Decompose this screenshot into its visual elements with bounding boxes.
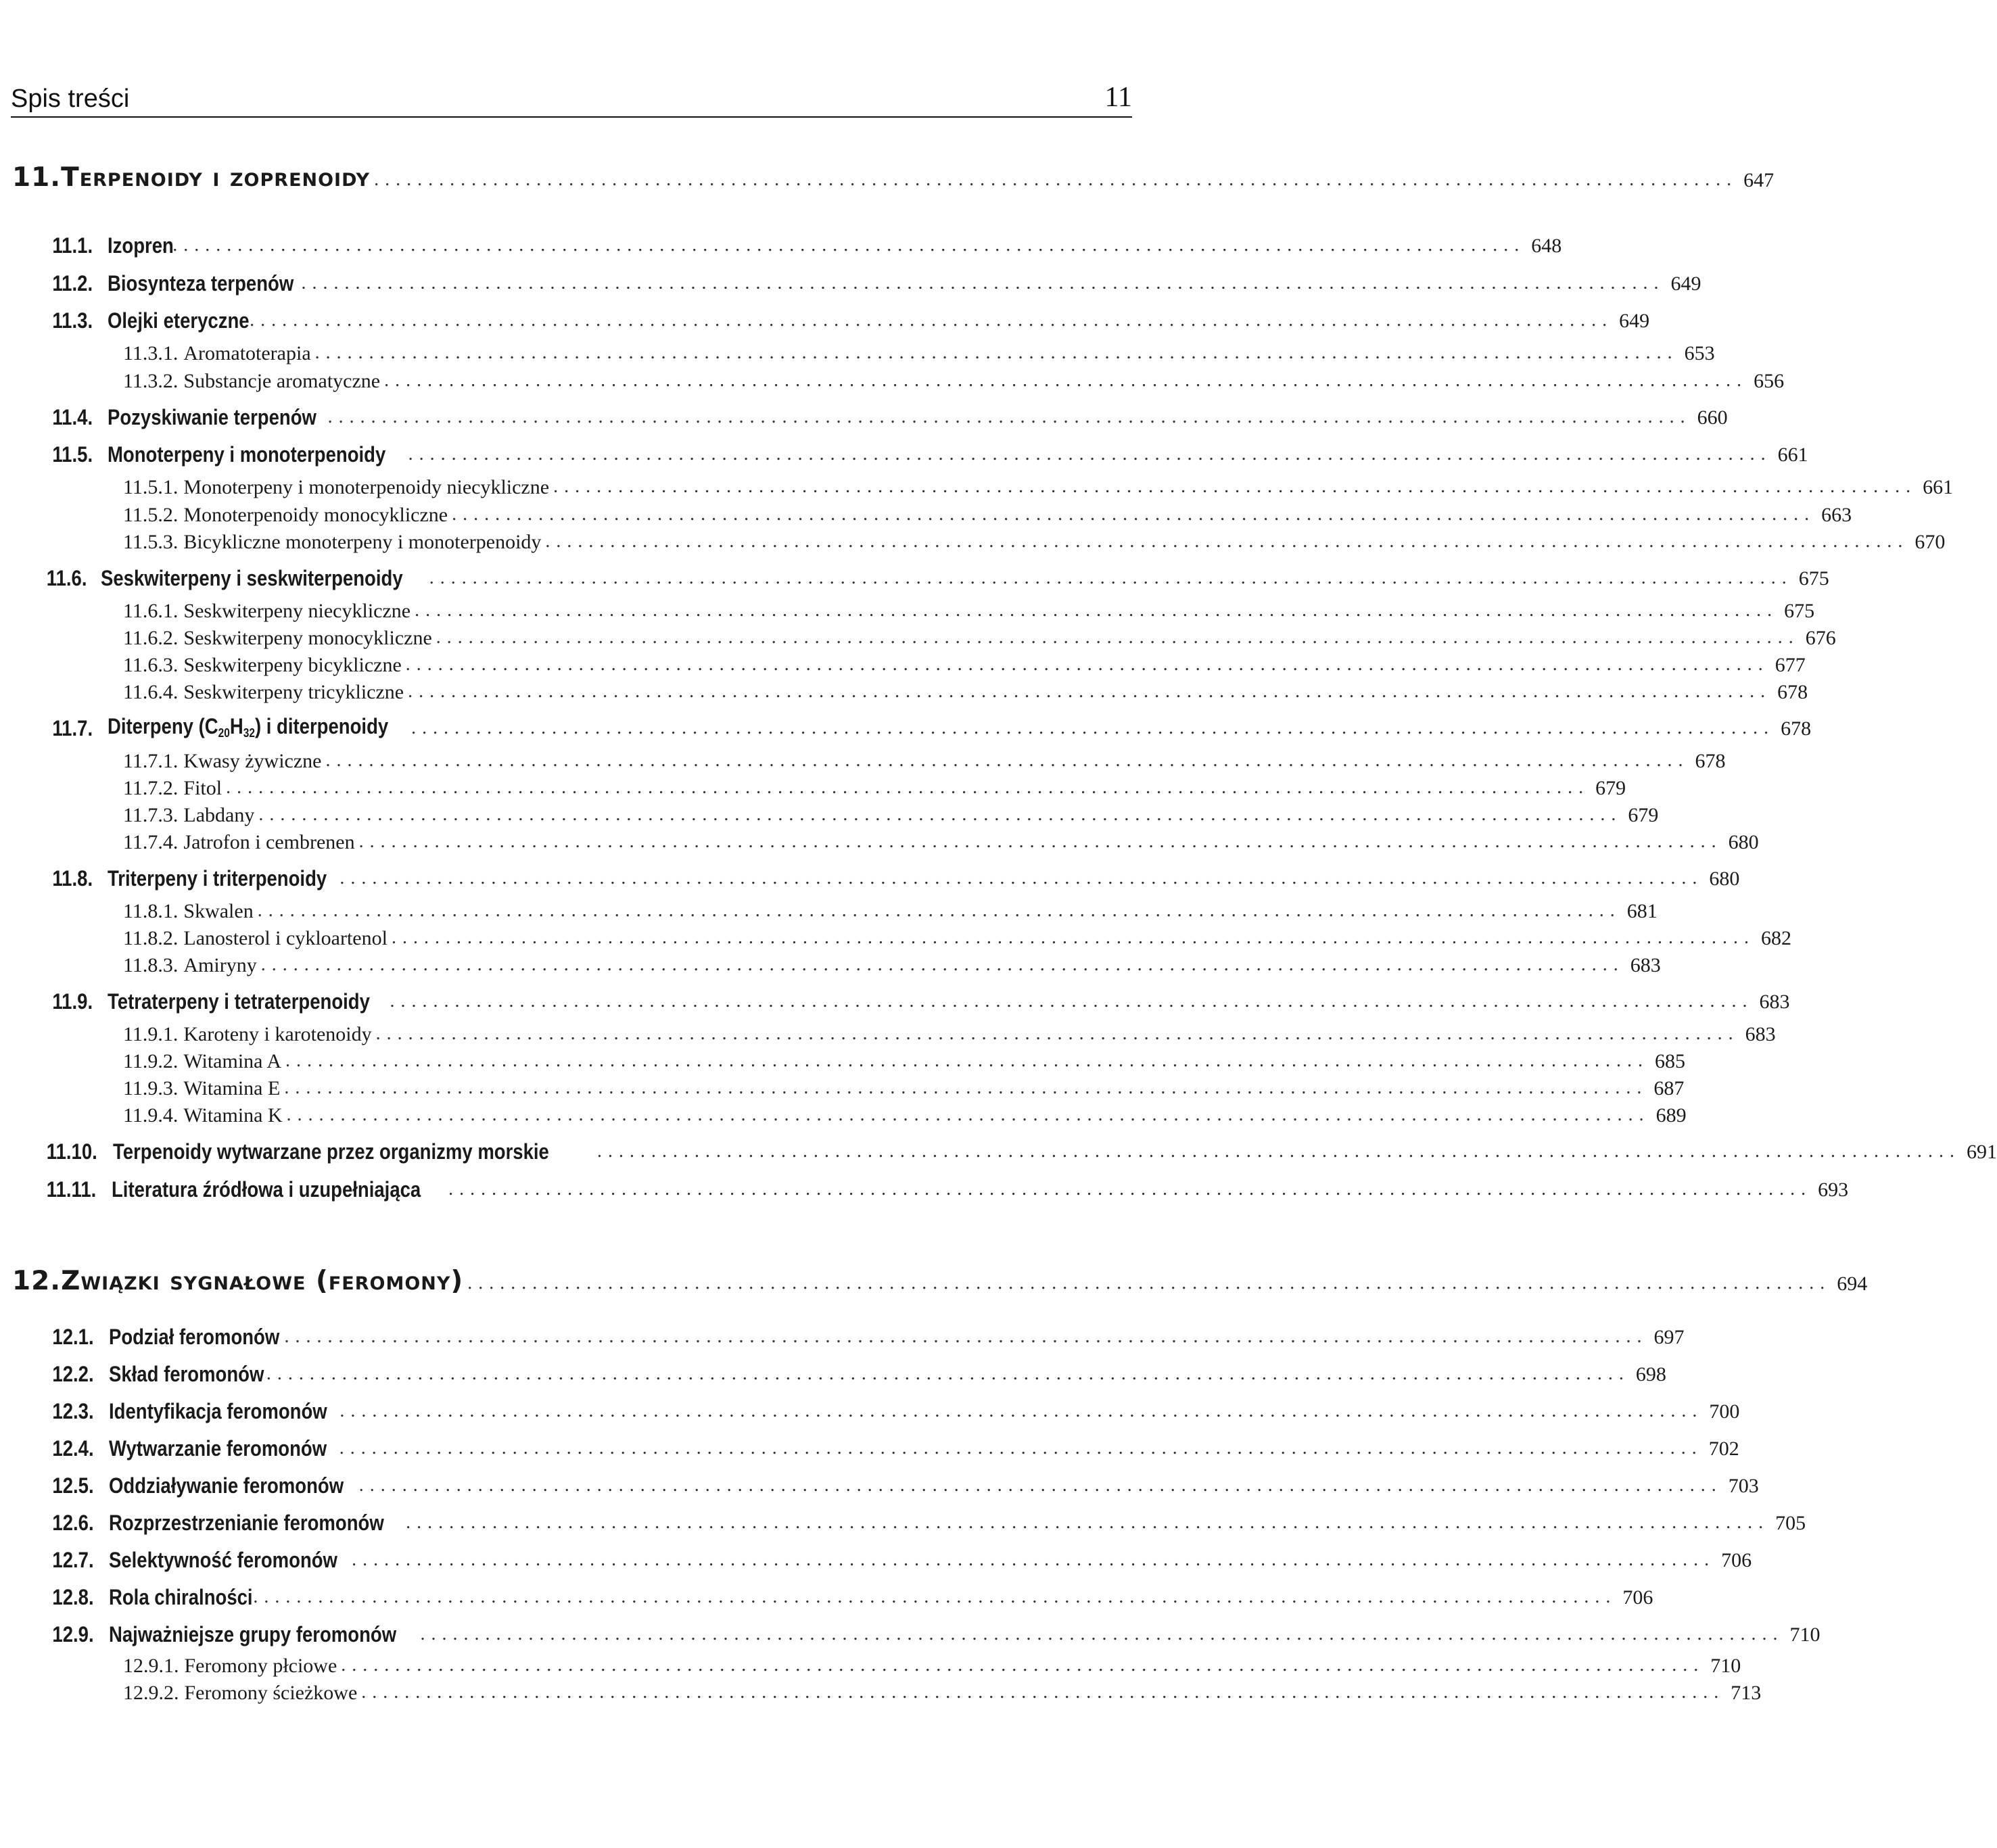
toc-section-12-5[interactable] <box>0 1464 1759 1498</box>
toc-section-12-2[interactable] <box>0 1352 1666 1386</box>
dot-leader: .............................................................................................................................. <box>374 169 1738 190</box>
toc-page-number: 693 <box>1818 1179 1849 1201</box>
dot-leader: .............................................................................................................................. <box>553 476 1917 497</box>
dot-leader: .............................................................................................................................. <box>260 954 1624 975</box>
dot-leader: .............................................................................................................................. <box>467 1273 1831 1294</box>
toc-section-11-7[interactable] <box>0 707 1812 740</box>
toc-section-11-4[interactable] <box>0 396 1728 429</box>
toc-number: 12.9.1. <box>123 1655 179 1677</box>
toc-page-number: 694 <box>1837 1273 1868 1295</box>
toc-page-number: 685 <box>1655 1050 1685 1072</box>
toc-number: 11.5.2. <box>123 504 179 526</box>
toc-title: Witamina E <box>183 1077 281 1099</box>
toc-title: Seskwiterpeny monocykliczne <box>183 627 432 649</box>
toc-title: Wytwarzanie feromonów <box>109 1436 327 1461</box>
running-header-page-number: 11 <box>1104 82 1132 113</box>
toc-section-11-9[interactable] <box>0 980 1790 1014</box>
toc-chapter-12[interactable] <box>0 1254 1868 1296</box>
toc-title: Monoterpenoidy monocykliczne <box>183 504 448 526</box>
toc-number: 12.7. <box>52 1548 94 1572</box>
dot-leader: .............................................................................................................................. <box>358 831 1722 852</box>
toc-page-number: 683 <box>1759 991 1790 1013</box>
dot-leader: .............................................................................................................................. <box>406 1512 1770 1533</box>
dot-leader: .............................................................................................................................. <box>390 991 1754 1012</box>
dot-leader: .............................................................................................................................. <box>405 654 1769 675</box>
dot-leader: .............................................................................................................................. <box>415 600 1779 621</box>
toc-number: 11.9.3. <box>123 1077 179 1099</box>
toc-page-number: 705 <box>1775 1512 1806 1534</box>
toc-number: 11.6.1. <box>123 600 179 622</box>
toc-section-11-8[interactable] <box>0 857 1740 891</box>
toc-page-number: 697 <box>1653 1326 1685 1348</box>
toc-title: Lanosterol i cykloartenol <box>183 927 387 949</box>
dot-leader: .............................................................................................................................. <box>257 900 1621 921</box>
toc-page-number: 648 <box>1531 235 1562 257</box>
toc-title: Tetraterpeny i tetraterpenoidy <box>108 989 371 1014</box>
toc-page-number: 710 <box>1789 1624 1820 1646</box>
dot-leader: .............................................................................................................................. <box>162 235 1526 256</box>
toc-number: 11.5.3. <box>123 531 179 553</box>
toc-page-number: 661 <box>1923 476 1954 498</box>
toc-number: 11.3. <box>52 308 93 333</box>
toc-title <box>108 715 392 739</box>
toc-title: Bicykliczne monoterpeny i monoterpenoidy <box>183 531 542 553</box>
toc-page-number: 678 <box>1781 717 1812 740</box>
toc-section-12-3[interactable] <box>0 1390 1740 1423</box>
dot-leader: .............................................................................................................................. <box>286 1104 1650 1125</box>
toc-title: Seskwiterpeny bicykliczne <box>183 654 402 676</box>
toc-number: 11.6. <box>46 566 87 590</box>
toc-title: Pozyskiwanie terpenów <box>108 405 317 429</box>
toc-title: Oddziaływanie feromonów <box>109 1473 344 1498</box>
toc-page-number: 649 <box>1670 273 1701 295</box>
toc-title: Podział feromonów <box>109 1325 280 1349</box>
toc-subsection-11-9-4[interactable] <box>0 1093 1687 1127</box>
toc-title: Skład feromonów <box>109 1362 264 1386</box>
toc-page-number: 689 <box>1655 1104 1687 1127</box>
dot-leader: .............................................................................................................................. <box>341 1655 1705 1676</box>
toc-title: Identyfikacja feromonów <box>109 1399 327 1423</box>
running-header-title: Spis treści <box>11 85 130 113</box>
toc-page-number: 703 <box>1728 1475 1759 1497</box>
toc-section-11-2[interactable] <box>0 262 1701 295</box>
toc-number: 11.9.1. <box>123 1023 179 1045</box>
dot-leader: .............................................................................................................................. <box>391 927 1755 948</box>
toc-number: 11.1. <box>52 233 93 258</box>
toc-number: 11.2. <box>52 271 93 295</box>
toc-title: Terpenoidy i zoprenoidy <box>61 162 371 193</box>
toc-section-11-6[interactable] <box>0 556 1829 590</box>
dot-leader: .............................................................................................................................. <box>408 444 1772 465</box>
running-header <box>11 76 1132 118</box>
toc-number: 12.6. <box>52 1511 94 1535</box>
toc-title: Rola chiralności <box>109 1585 253 1609</box>
toc-subsection-11-3-2[interactable] <box>0 359 1785 392</box>
toc-page-number: 656 <box>1754 370 1785 392</box>
toc-number: 12. <box>12 1266 62 1296</box>
toc-page-number: 680 <box>1709 868 1740 890</box>
dot-leader: .............................................................................................................................. <box>314 342 1678 363</box>
toc-page-number: 702 <box>1708 1438 1739 1460</box>
toc-title: Substancje aromatyczne <box>183 370 381 392</box>
toc-section-12-1[interactable] <box>0 1315 1685 1349</box>
dot-leader: .............................................................................................................................. <box>284 1326 1648 1347</box>
toc-page-number: 675 <box>1798 567 1829 590</box>
toc-title: Monoterpeny i monoterpenoidy niecykliczne <box>183 476 550 498</box>
toc-title: Labdany <box>183 804 255 826</box>
toc-section-11-10[interactable] <box>0 1130 1997 1164</box>
dot-leader: .............................................................................................................................. <box>429 567 1793 588</box>
toc-title: Karoteny i karotenoidy <box>183 1023 372 1045</box>
toc-page-number: 682 <box>1760 927 1791 949</box>
toc-title: Skwalen <box>183 900 254 922</box>
toc-title: Witamina A <box>183 1050 281 1072</box>
toc-number: 12.3. <box>52 1399 94 1423</box>
toc-page-number: 710 <box>1710 1655 1741 1677</box>
toc-number: 11.10. <box>46 1139 97 1164</box>
subscript-carbon-count: 20 <box>218 726 231 740</box>
dot-leader: .............................................................................................................................. <box>258 804 1622 825</box>
dot-leader: .............................................................................................................................. <box>339 1400 1704 1421</box>
dot-leader: .............................................................................................................................. <box>361 1682 1725 1703</box>
dot-leader: .............................................................................................................................. <box>250 310 1614 331</box>
toc-section-11-5[interactable] <box>0 433 1808 467</box>
toc-title: Monoterpeny i monoterpenoidy <box>108 442 386 467</box>
toc-number: 11.8.2. <box>123 927 179 949</box>
toc-page-number: 676 <box>1805 627 1836 649</box>
toc-page-number: 663 <box>1821 504 1852 526</box>
dot-leader: .............................................................................................................................. <box>352 1549 1716 1570</box>
dot-leader: .............................................................................................................................. <box>325 750 1689 771</box>
toc-title: Triterpeny i triterpenoidy <box>108 866 327 891</box>
toc-number: 12.9. <box>52 1622 94 1646</box>
toc-title: Izopren <box>108 233 174 258</box>
toc-number: 11. <box>12 162 62 193</box>
dot-leader: .............................................................................................................................. <box>436 627 1800 648</box>
toc-title: Fitol <box>183 777 222 799</box>
toc-title: Feromony ścieżkowe <box>184 1682 358 1704</box>
toc-number: 11.5. <box>52 442 93 467</box>
toc-page-number: 678 <box>1695 750 1726 772</box>
subscript-hydrogen-count: 32 <box>243 726 256 740</box>
toc-section-12-8[interactable] <box>0 1575 1653 1609</box>
dot-leader: .............................................................................................................................. <box>253 1586 1617 1607</box>
toc-number: 11.7. <box>52 716 93 740</box>
dot-leader: .............................................................................................................................. <box>226 777 1590 798</box>
toc-page-number: 661 <box>1777 444 1808 466</box>
toc-number: 11.9. <box>52 989 93 1014</box>
toc-number: 11.9.4. <box>123 1104 179 1127</box>
toc-number: 12.4. <box>52 1436 94 1461</box>
dot-leader: .............................................................................................................................. <box>545 531 1909 552</box>
toc-page-number: 678 <box>1777 681 1808 703</box>
toc-title: Seskwiterpeny niecykliczne <box>183 600 411 622</box>
toc-section-11-1[interactable] <box>0 224 1562 258</box>
toc-subsection-12-9-2[interactable] <box>0 1671 1762 1704</box>
toc-page-number: 691 <box>1967 1141 1997 1163</box>
toc-title: Olejki eteryczne <box>108 308 250 333</box>
dot-leader: .............................................................................................................................. <box>284 1077 1648 1098</box>
toc-page-number: 677 <box>1775 654 1806 676</box>
toc-number: 11.11. <box>46 1177 97 1202</box>
toc-page-number: 649 <box>1619 310 1650 332</box>
toc-title: Feromony płciowe <box>184 1655 337 1677</box>
toc-title-mid: H <box>230 714 244 738</box>
toc-title: Kwasy żywiczne <box>183 750 322 772</box>
toc-title: Najważniejsze grupy feromonów <box>109 1622 397 1646</box>
toc-title: Terpenoidy wytwarzane przez organizmy morskie <box>113 1139 550 1164</box>
toc-section-12-9[interactable] <box>0 1613 1820 1646</box>
dot-leader: .............................................................................................................................. <box>285 1050 1649 1071</box>
toc-title: Rozprzestrzenianie feromonów <box>109 1511 384 1535</box>
toc-title: Amiryny <box>183 954 257 976</box>
toc-page-number: 698 <box>1635 1363 1666 1385</box>
dot-leader: .............................................................................................................................. <box>597 1141 1961 1162</box>
dot-leader: .............................................................................................................................. <box>420 1624 1784 1644</box>
dot-leader: .............................................................................................................................. <box>339 868 1704 889</box>
toc-number: 11.8. <box>52 866 93 891</box>
toc-number: 11.3.1. <box>123 342 179 364</box>
dot-leader: .............................................................................................................................. <box>358 1475 1722 1496</box>
toc-title: Literatura źródłowa i uzupełniająca <box>112 1177 421 1202</box>
toc-number: 11.6.3. <box>123 654 179 676</box>
toc-number: 11.6.2. <box>123 627 179 649</box>
toc-number: 11.7.4. <box>123 831 179 853</box>
toc-chapter-11[interactable] <box>0 150 1775 193</box>
toc-page-number: 679 <box>1628 804 1659 826</box>
toc-page-number: 687 <box>1653 1077 1685 1099</box>
dot-leader: .............................................................................................................................. <box>266 1363 1630 1384</box>
toc-title: Seskwiterpeny tricykliczne <box>183 681 404 703</box>
toc-subsection-11-5-3[interactable] <box>0 520 1946 553</box>
toc-number: 11.8.1. <box>123 900 179 922</box>
toc-number: 12.9.2. <box>123 1682 179 1704</box>
toc-section-12-6[interactable] <box>0 1501 1806 1535</box>
toc-number: 11.9.2. <box>123 1050 179 1072</box>
toc-title: Biosynteza terpenów <box>108 271 294 295</box>
toc-page-number: 653 <box>1684 342 1715 364</box>
toc-title-suffix: ) i diterpenoidy <box>255 714 389 738</box>
toc-page-number: 647 <box>1743 169 1775 191</box>
dot-leader: .............................................................................................................................. <box>327 406 1691 427</box>
toc-title: Jatrofon i cembrenen <box>183 831 355 853</box>
toc-page-number: 683 <box>1630 954 1661 976</box>
toc-page-number: 675 <box>1784 600 1815 622</box>
toc-section-12-7[interactable] <box>0 1538 1752 1572</box>
toc-title: Seskwiterpeny i seskwiterpenoidy <box>101 566 404 590</box>
toc-page-number: 681 <box>1626 900 1658 922</box>
dot-leader: .............................................................................................................................. <box>301 273 1665 293</box>
toc-subsection-11-6-4[interactable] <box>0 670 1808 703</box>
toc-number: 11.7.2. <box>123 777 179 799</box>
dot-leader: .............................................................................................................................. <box>384 370 1748 391</box>
toc-subsection-11-7-4[interactable] <box>0 820 1759 853</box>
toc-page-number: 670 <box>1914 531 1946 553</box>
toc-page-number: 706 <box>1622 1586 1653 1609</box>
dot-leader: .............................................................................................................................. <box>448 1179 1812 1200</box>
toc-number: 12.5. <box>52 1473 94 1498</box>
toc-page-number: 679 <box>1595 777 1626 799</box>
toc-number: 11.5.1. <box>123 476 179 498</box>
toc-section-11-11[interactable] <box>0 1168 1849 1202</box>
toc-number: 11.6.4. <box>123 681 179 703</box>
toc-title-prefix: Diterpeny (C <box>108 714 219 738</box>
toc-page-number: 683 <box>1745 1023 1776 1045</box>
dot-leader: .............................................................................................................................. <box>452 504 1816 525</box>
dot-leader: .............................................................................................................................. <box>339 1438 1703 1459</box>
toc-subsection-11-8-3[interactable] <box>0 943 1661 976</box>
dot-leader: .............................................................................................................................. <box>375 1023 1739 1044</box>
toc-number: 12.2. <box>52 1362 94 1386</box>
toc-number: 11.7.1. <box>123 750 179 772</box>
toc-page-number: 680 <box>1728 831 1759 853</box>
toc-title: Aromatoterapia <box>183 342 311 364</box>
toc-page-number: 706 <box>1721 1549 1752 1571</box>
toc-title: Witamina K <box>183 1104 283 1127</box>
toc-number: 11.7.3. <box>123 804 179 826</box>
toc-number: 12.8. <box>52 1585 94 1609</box>
toc-section-11-3[interactable] <box>0 299 1650 333</box>
dot-leader: .............................................................................................................................. <box>408 681 1772 702</box>
dot-leader: .............................................................................................................................. <box>411 717 1775 738</box>
toc-section-12-4[interactable] <box>0 1427 1739 1461</box>
toc-number: 12.1. <box>52 1325 94 1349</box>
toc-title: Selektywność feromonów <box>109 1548 338 1572</box>
toc-title: Związki sygnałowe (feromony) <box>61 1266 464 1296</box>
toc-number: 11.3.2. <box>123 370 179 392</box>
toc-page-number: 660 <box>1697 406 1728 429</box>
toc-number: 11.4. <box>52 405 93 429</box>
toc-page-number: 700 <box>1709 1400 1740 1423</box>
toc-number: 11.8.3. <box>123 954 179 976</box>
toc-page-number: 713 <box>1731 1682 1762 1704</box>
